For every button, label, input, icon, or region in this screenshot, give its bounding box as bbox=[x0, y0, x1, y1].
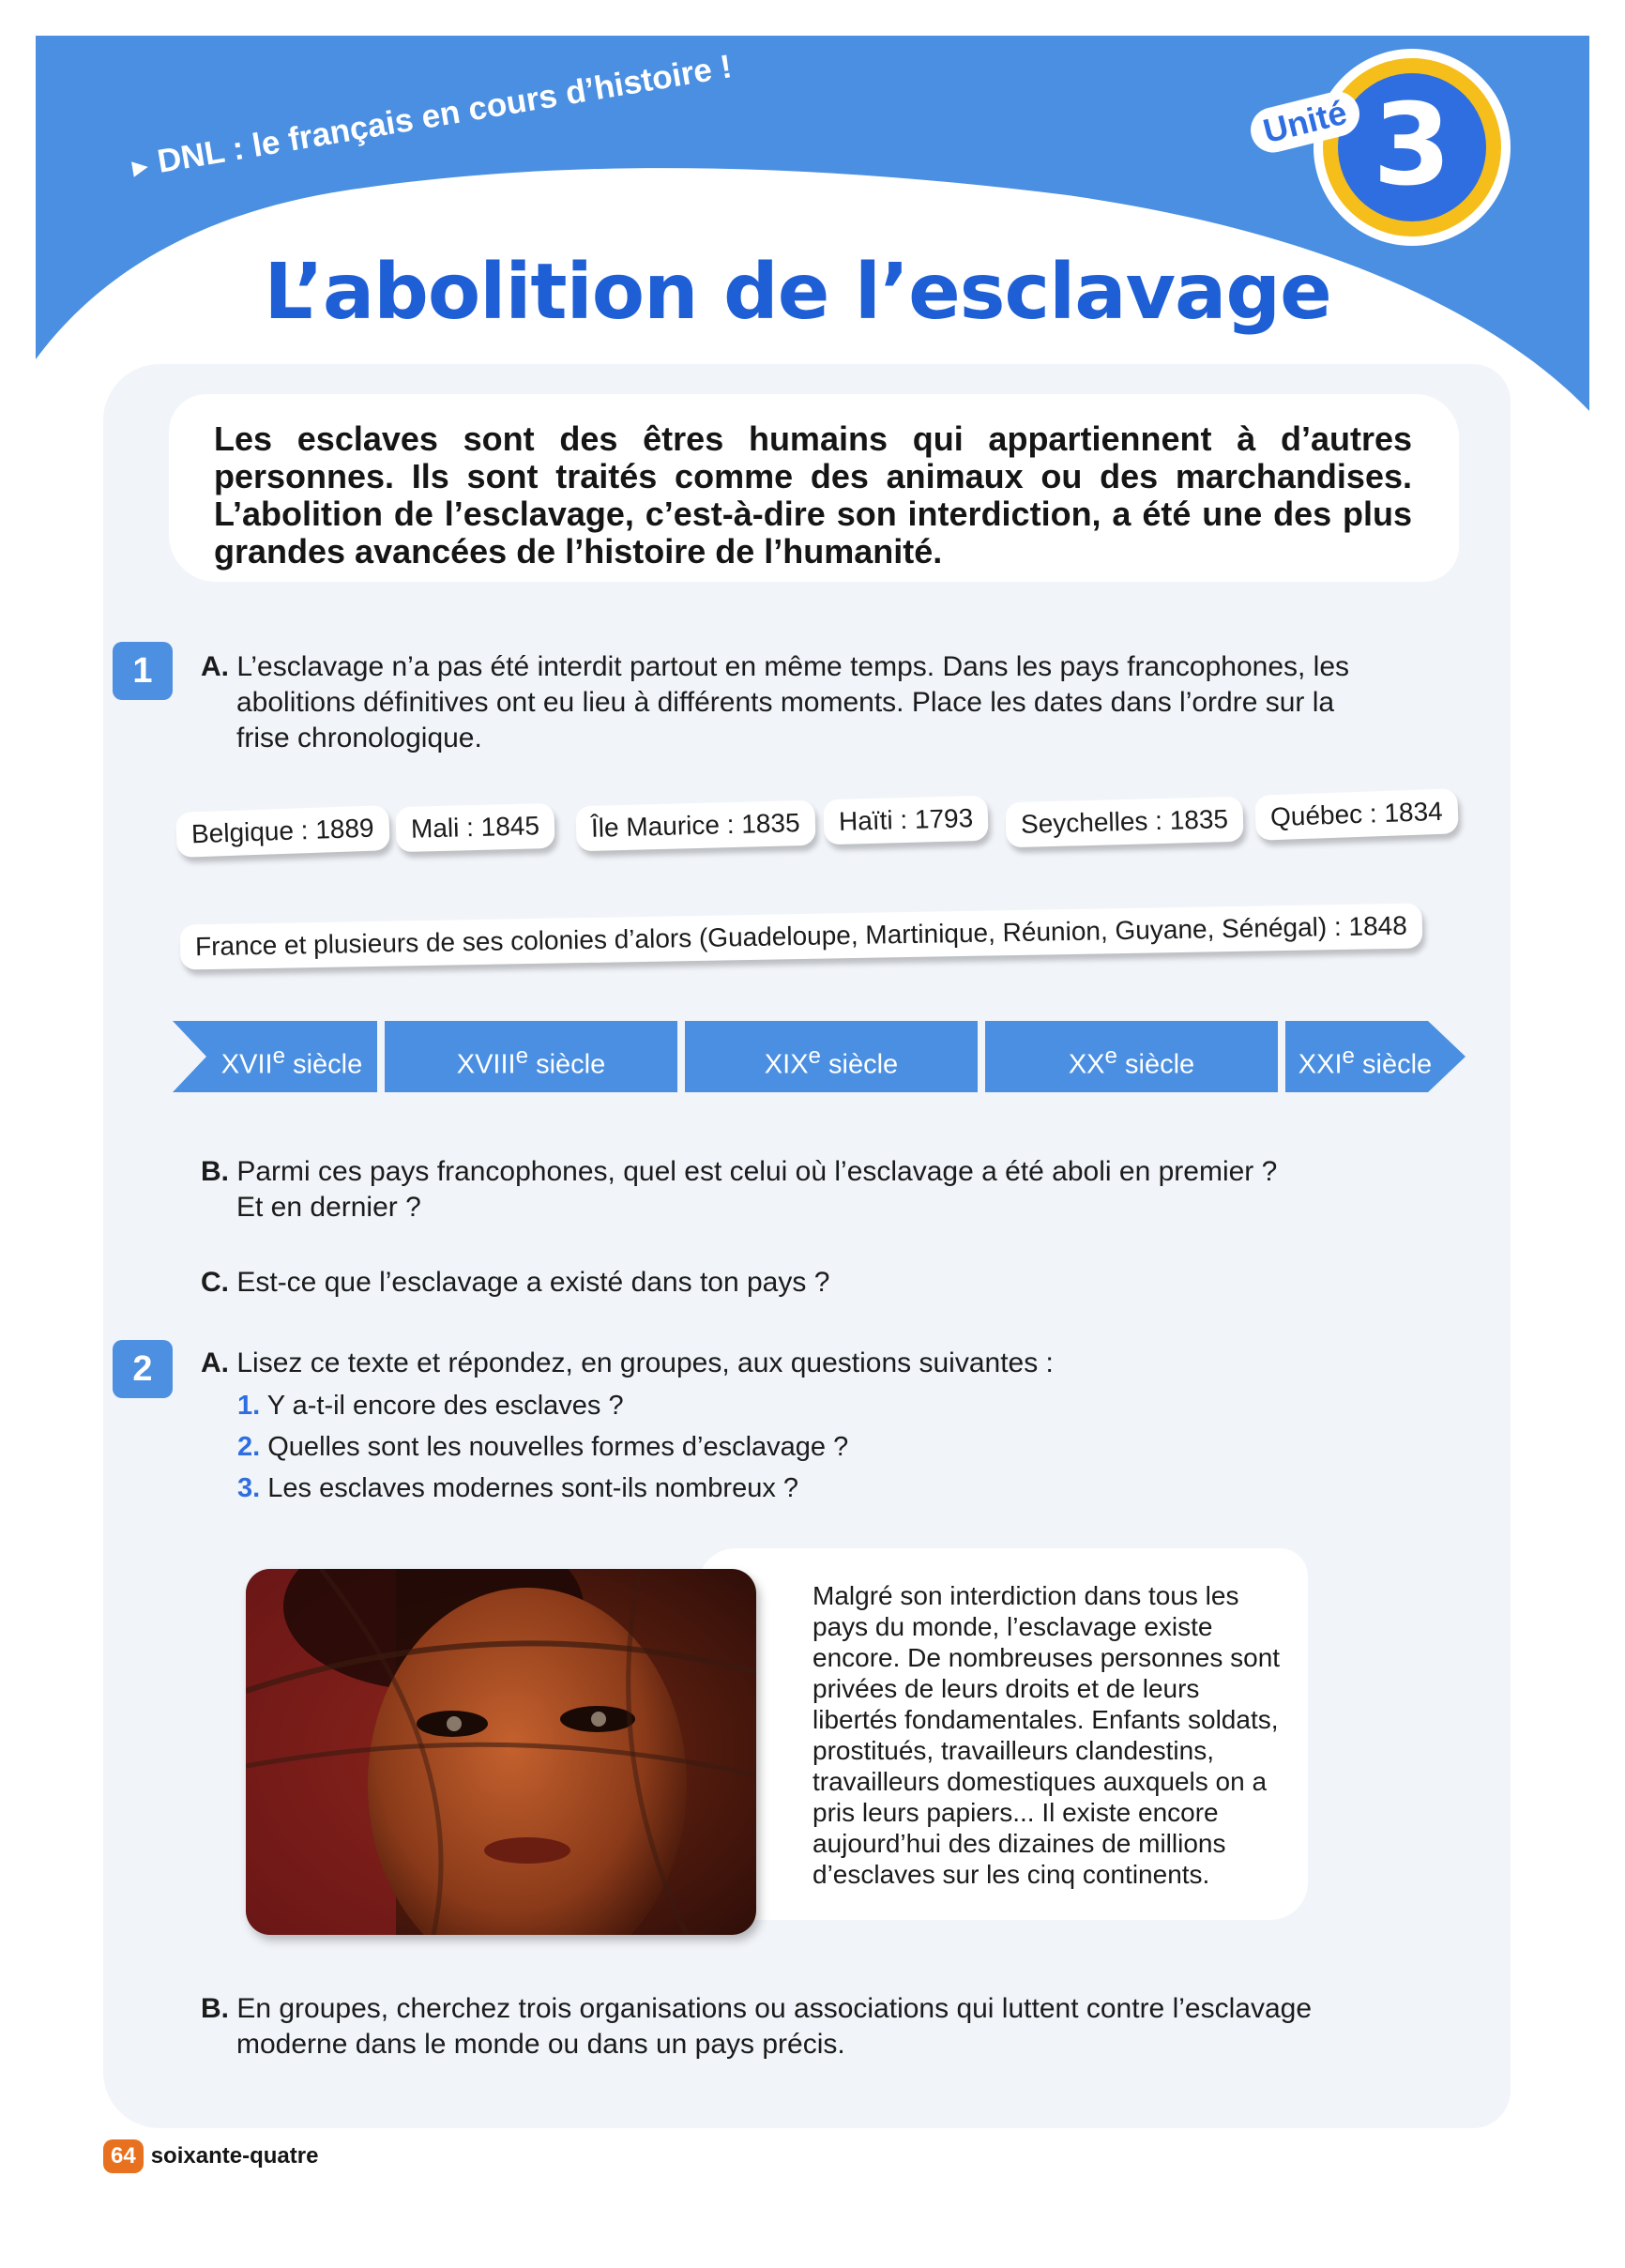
page-title: L’abolition de l’esclavage bbox=[264, 248, 1331, 337]
activity-1-question-a: A. L’esclavage n’a pas été interdit partout en même temps. Dans les pays francophones, les abolitions définitives ont eu lieu à différents moments. Place les dates dans l’ordre sur la frise chronologique. bbox=[201, 651, 1350, 753]
date-chip[interactable]: Belgique : 1889 bbox=[175, 805, 389, 858]
activity-1-question-b: B. Parmi ces pays francophones, quel est celui où l’esclavage a été aboli en premier ? Et en dernier ? bbox=[201, 1156, 1278, 1223]
page-number-words: soixante-quatre bbox=[150, 2143, 319, 2169]
activity-2-question-a: A. Lisez ce texte et répondez, en groupes, aux questions suivantes : bbox=[201, 1347, 1054, 1378]
activity-2-badge: 2 bbox=[113, 1340, 173, 1398]
page-footer bbox=[103, 2138, 318, 2175]
date-chip[interactable]: Île Maurice : 1835 bbox=[575, 800, 815, 852]
unit-label: Unité bbox=[1246, 86, 1364, 157]
list-item: 1. Y a-t-il encore des esclaves ? bbox=[237, 1391, 624, 1421]
question-list bbox=[237, 1385, 848, 1509]
timeline-segment: XIXe siècle bbox=[764, 1043, 899, 1080]
date-chip[interactable]: Haïti : 1793 bbox=[823, 796, 988, 845]
unit-badge bbox=[1314, 49, 1511, 246]
date-chip[interactable]: Québec : 1834 bbox=[1254, 788, 1458, 840]
list-item: 3. Les esclaves modernes sont-ils nombreux ? bbox=[237, 1473, 799, 1503]
girl-portrait-photo bbox=[246, 1569, 756, 1935]
date-chip[interactable]: Mali : 1845 bbox=[395, 803, 554, 852]
unit-number: 3 bbox=[1373, 81, 1451, 211]
page-number: 64 bbox=[103, 2139, 144, 2173]
timeline-segment: XXIe siècle bbox=[1298, 1043, 1433, 1080]
timeline bbox=[173, 1021, 1466, 1092]
activity-1-question-c: C. Est-ce que l’esclavage a existé dans ton pays ? bbox=[201, 1267, 830, 1298]
intro-box bbox=[169, 394, 1459, 582]
timeline-segment: XVIIIe siècle bbox=[456, 1043, 606, 1080]
date-chip-wide[interactable]: France et plusieurs de ses colonies d’alors (Guadeloupe, Martinique, Réunion, Guyane, Sénégal) : 1848 bbox=[180, 903, 1423, 969]
activity-1-badge: 1 bbox=[113, 642, 173, 700]
play-arrow-icon: ▶ bbox=[130, 156, 149, 179]
timeline-segment: XXe siècle bbox=[1068, 1043, 1195, 1080]
list-item: 2. Quelles sont les nouvelles formes d’esclavage ? bbox=[237, 1432, 849, 1462]
intro-text: Les esclaves sont des êtres humains qui appartiennent à d’autres personnes. Ils sont traités comme des animaux ou des marchandises. L’abolition de l’esclavage, c’est-à-dire son interdiction, a été une des plus grandes avancées de l’histoire de l’humanité. bbox=[214, 419, 1412, 571]
date-chip[interactable]: Seychelles : 1835 bbox=[1005, 797, 1243, 848]
timeline-segment: XVIIe siècle bbox=[220, 1043, 363, 1080]
passage-text: Malgré son interdiction dans tous les pays du monde, l’esclavage existe encore. De nombreuses personnes sont privées de leurs droits et de leurs libertés fondamentales. Enfants soldats, prostitués, travailleurs clandestins, travailleurs domestiques auxquels on a pris leurs papiers... Il existe encore aujourd’hui des dizaines de millions d’esclaves sur les cinq continents. bbox=[812, 1581, 1281, 1889]
activity-2-question-b: B. En groupes, cherchez trois organisations ou associations qui luttent contre l’esclavage moderne dans le monde ou dans un pays précis. bbox=[201, 1993, 1312, 2060]
section-kicker: ▶ DNL : le français en cours d’histoire ! bbox=[130, 48, 735, 180]
